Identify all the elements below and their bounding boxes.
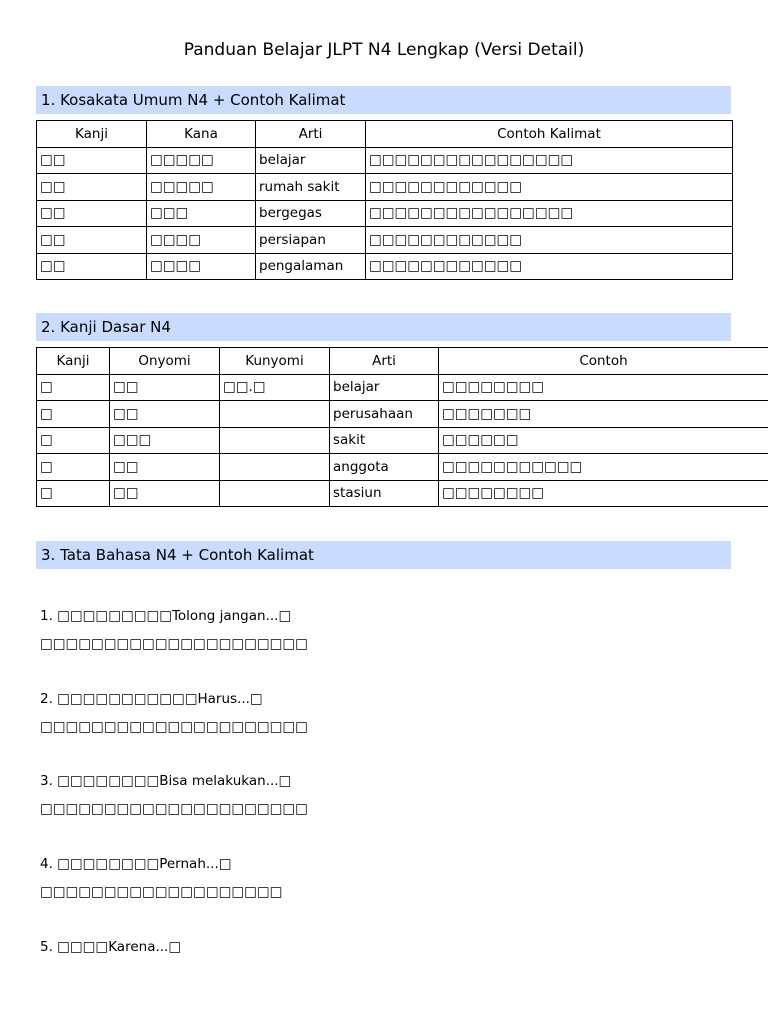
table-cell: □□ <box>37 200 147 227</box>
table-cell: □□□□□□□□□□□□□□□□ <box>366 200 733 227</box>
table-cell <box>220 454 330 481</box>
table-cell <box>220 401 330 428</box>
grammar-example: □□□□□□□□□□□□□□□□□□□□□ <box>40 801 308 817</box>
table-cell: perusahaan <box>330 401 439 428</box>
table-cell <box>220 427 330 454</box>
kanji-table <box>36 347 768 507</box>
table-cell: rumah sakit <box>256 174 366 201</box>
table-cell: □□□ <box>110 427 220 454</box>
table-row <box>37 374 768 401</box>
table-cell: □□ <box>37 227 147 254</box>
section-heading-grammar: 3. Tata Bahasa N4 + Contoh Kalimat <box>36 541 731 569</box>
column-header: Kanji <box>37 121 147 148</box>
table-row <box>37 480 768 507</box>
table-cell: anggota <box>330 454 439 481</box>
table-row <box>37 147 733 174</box>
table-row <box>37 253 733 280</box>
table-cell: persiapan <box>256 227 366 254</box>
table-row <box>37 401 768 428</box>
column-header: Contoh Kalimat <box>366 121 733 148</box>
table-cell: □□.□ <box>220 374 330 401</box>
table-row <box>37 454 768 481</box>
table-header-row <box>37 121 733 148</box>
table-cell: belajar <box>330 374 439 401</box>
column-header: Arti <box>256 121 366 148</box>
table-cell: □ <box>37 427 110 454</box>
table-cell <box>220 480 330 507</box>
table-cell: □□ <box>110 374 220 401</box>
table-cell: pengalaman <box>256 253 366 280</box>
table-cell: □□□□□□ <box>439 427 768 454</box>
table-cell: □□□□ <box>147 227 256 254</box>
table-header-row <box>37 348 768 375</box>
section-heading-kanji: 2. Kanji Dasar N4 <box>36 313 731 341</box>
grammar-example: □□□□□□□□□□□□□□□□□□□ <box>40 884 283 900</box>
table-cell: □□ <box>110 401 220 428</box>
grammar-pattern: 4. □□□□□□□□Pernah...□ <box>40 856 232 872</box>
grammar-pattern: 5. □□□□Karena...□ <box>40 939 182 955</box>
table-cell: □□□□□□□□□□□ <box>439 454 768 481</box>
page-title: Panduan Belajar JLPT N4 Lengkap (Versi Detail) <box>183 40 585 60</box>
table-cell: □□ <box>37 147 147 174</box>
table-cell: □□□□□□□ <box>439 401 768 428</box>
table-cell: □□□□□ <box>147 147 256 174</box>
table-cell: □□□□□□□□□□□□ <box>366 227 733 254</box>
vocabulary-table <box>36 120 733 280</box>
column-header: Kanji <box>37 348 110 375</box>
table-cell: bergegas <box>256 200 366 227</box>
table-row <box>37 174 733 201</box>
grammar-pattern: 3. □□□□□□□□Bisa melakukan...□ <box>40 773 292 789</box>
table-cell: sakit <box>330 427 439 454</box>
table-row <box>37 227 733 254</box>
grammar-pattern: 2. □□□□□□□□□□□Harus...□ <box>40 691 263 707</box>
table-cell: □ <box>37 401 110 428</box>
column-header: Kunyomi <box>220 348 330 375</box>
table-cell: □□□□□□□□□□□□ <box>366 253 733 280</box>
table-cell: □□ <box>110 480 220 507</box>
grammar-pattern: 1. □□□□□□□□□Tolong jangan...□ <box>40 608 292 624</box>
table-cell: □ <box>37 454 110 481</box>
table-cell: □ <box>37 374 110 401</box>
grammar-example: □□□□□□□□□□□□□□□□□□□□□ <box>40 636 308 652</box>
table-row <box>37 200 733 227</box>
table-cell: belajar <box>256 147 366 174</box>
column-header: Onyomi <box>110 348 220 375</box>
table-cell: □□□□ <box>147 253 256 280</box>
table-row <box>37 427 768 454</box>
table-cell: stasiun <box>330 480 439 507</box>
table-cell: □ <box>37 480 110 507</box>
table-cell: □□□□□□□□□□□□□□□□ <box>366 147 733 174</box>
table-cell: □□□□□□□□□□□□ <box>366 174 733 201</box>
column-header: Arti <box>330 348 439 375</box>
table-cell: □□ <box>37 253 147 280</box>
grammar-example: □□□□□□□□□□□□□□□□□□□□□ <box>40 719 308 735</box>
table-cell: □□□□□□□□ <box>439 480 768 507</box>
column-header: Kana <box>147 121 256 148</box>
table-cell: □□□□□ <box>147 174 256 201</box>
table-cell: □□ <box>110 454 220 481</box>
column-header: Contoh <box>439 348 768 375</box>
section-heading-vocabulary: 1. Kosakata Umum N4 + Contoh Kalimat <box>36 86 731 114</box>
table-cell: □□ <box>37 174 147 201</box>
table-cell: □□□ <box>147 200 256 227</box>
table-cell: □□□□□□□□ <box>439 374 768 401</box>
